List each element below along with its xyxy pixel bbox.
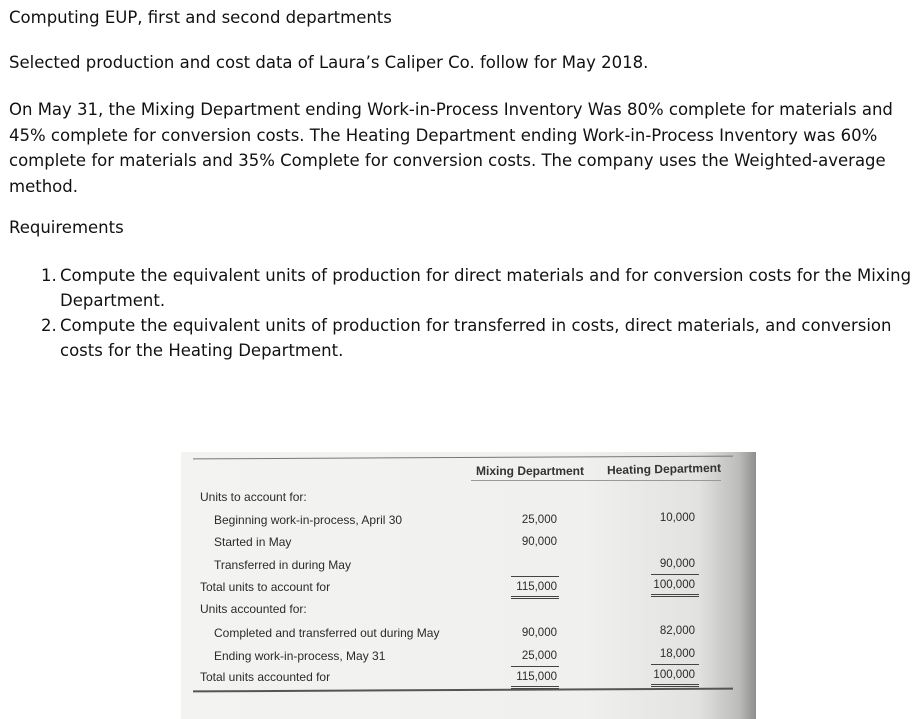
requirement-item-2 (9, 313, 914, 363)
row-label: Completed and transferred out during May (214, 626, 440, 640)
mixing-value: 25,000 (521, 650, 557, 662)
subtotal-rule (511, 576, 559, 577)
requirement-number: 2. (41, 316, 57, 335)
header-heating-department: Heating Department (606, 460, 722, 478)
heating-value: 10,000 (659, 512, 695, 524)
row-label: Transferred in during May (214, 558, 351, 572)
requirement-number: 1. (41, 266, 57, 285)
table-top-rule (193, 456, 733, 460)
header-mixing-department: Mixing Department (476, 464, 585, 478)
requirement-line: Compute the equivalent units of production for direct materials and for conversion costs for the Mixing (60, 266, 912, 285)
row-label: Units to account for: (200, 490, 307, 504)
subtotal-rule (651, 664, 699, 665)
production-data-table-image (181, 452, 756, 719)
total-double-rule (651, 684, 699, 687)
subtotal-rule (511, 666, 559, 667)
paragraph-line: On May 31, the Mixing Department ending Work-in-Process Inventory Was 80% complete for materials and (9, 100, 893, 119)
row-label: Ending work-in-process, May 31 (214, 649, 386, 663)
paragraph-line: complete for materials and 35% Complete for conversion costs. The company uses the Weighted-average (9, 151, 886, 170)
requirement-line: Department. (60, 291, 166, 310)
row-label: Units accounted for: (200, 602, 307, 616)
total-double-rule (511, 596, 559, 599)
row-label: Started in May (214, 535, 292, 549)
intro-sentence: Selected production and cost data of Laura’s Caliper Co. follow for May 2018. (9, 53, 649, 72)
table-bottom-rule (193, 688, 733, 693)
header-underline (471, 480, 721, 481)
heating-value: 100,000 (653, 669, 695, 681)
row-label: Total units accounted for (200, 670, 331, 684)
paragraph-line: method. (9, 176, 78, 196)
total-double-rule (651, 594, 699, 597)
mixing-value: 25,000 (521, 514, 557, 526)
heating-value: 100,000 (653, 579, 695, 591)
requirements-list (9, 263, 914, 363)
heating-value: 82,000 (659, 625, 695, 637)
mixing-value: 90,000 (521, 536, 557, 548)
requirements-heading: Requirements (9, 218, 124, 237)
subtotal-rule (651, 574, 699, 575)
page-title: Computing EUP, first and second departments (9, 8, 392, 27)
requirement-line: costs for the Heating Department. (60, 341, 344, 360)
requirement-line: Compute the equivalent units of production for transferred in costs, direct materials, and conversion (60, 316, 892, 335)
row-label: Beginning work-in-process, April 30 (214, 513, 403, 527)
requirement-item-1 (9, 263, 914, 313)
heating-value: 90,000 (659, 558, 695, 570)
mixing-value: 115,000 (516, 671, 557, 683)
paragraph-line: 45% complete for conversion costs. The Heating Department ending Work-in-Process Inventory was 60% (9, 125, 878, 145)
description-paragraph (9, 97, 899, 199)
mixing-value: 90,000 (521, 627, 557, 639)
row-label: Total units to account for (200, 580, 331, 594)
mixing-value: 115,000 (516, 581, 557, 593)
heating-value: 18,000 (659, 648, 695, 660)
